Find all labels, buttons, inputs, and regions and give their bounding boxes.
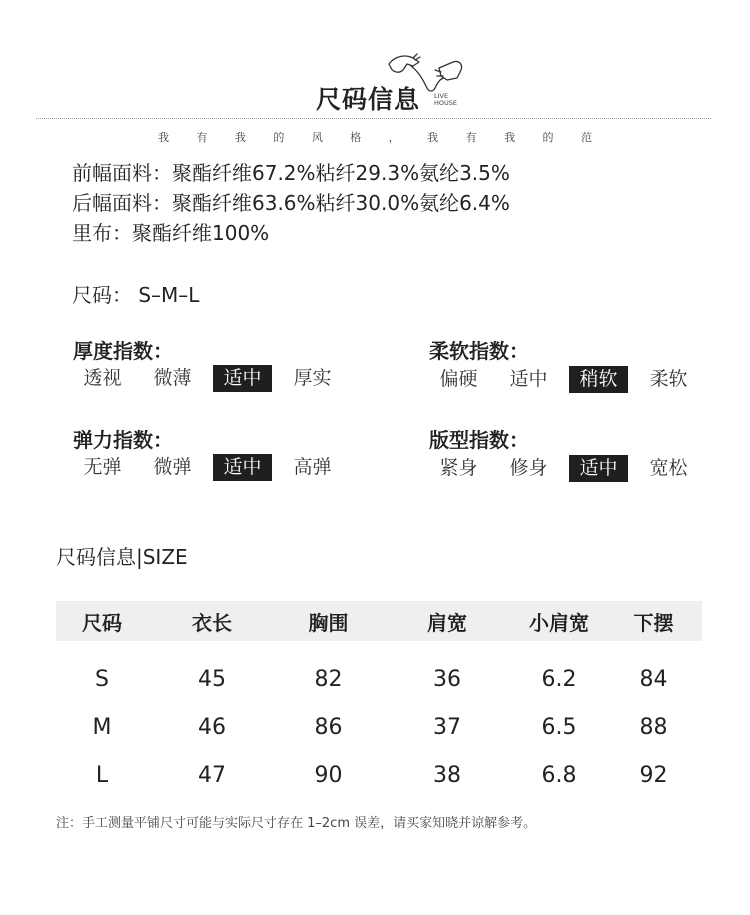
- column-header: 尺码: [56, 601, 148, 641]
- slogan-char: ，: [388, 131, 400, 144]
- column-header: 小肩宽: [513, 601, 605, 641]
- table-cell: 90: [314, 762, 343, 788]
- elasticity-option-selected: 适中: [213, 454, 272, 481]
- fit-option: 紧身: [439, 457, 478, 479]
- front-fabric: 前幅面料：聚酯纤维67.2%粘纤29.3%氨纶3.5%: [72, 161, 510, 185]
- slogan-char: 的: [273, 131, 285, 144]
- table-cell: 36: [433, 666, 461, 692]
- softness-index-options: [429, 366, 709, 393]
- table-cell: L: [95, 762, 109, 788]
- softness-option: 柔软: [649, 368, 688, 390]
- slogan-char: 有: [465, 131, 477, 144]
- column-header: 下摆: [605, 601, 702, 641]
- table-row: [56, 641, 702, 703]
- softness-option: 适中: [509, 368, 548, 390]
- slogan-char: 范: [580, 131, 592, 144]
- measurement-note: 注：手工测量平铺尺寸可能与实际尺寸存在 1–2cm 误差，请买家知晓并谅解参考。: [56, 816, 537, 831]
- elasticity-index-label: 弹力指数：: [73, 428, 173, 452]
- table-cell: 47: [198, 762, 226, 788]
- table-cell: 86: [314, 714, 343, 740]
- table-cell: S: [95, 666, 109, 692]
- table-row: [56, 703, 702, 751]
- size-table-title: 尺码信息|SIZE: [56, 545, 188, 569]
- table-cell: M: [92, 714, 112, 740]
- table-row: [56, 751, 702, 799]
- softness-option-selected: 稍软: [569, 366, 628, 393]
- column-header: 胸围: [276, 601, 381, 641]
- fit-option: 修身: [509, 457, 548, 479]
- page-title: 尺码信息: [316, 85, 421, 114]
- fit-option: 宽松: [649, 457, 688, 479]
- logo-text: [434, 93, 457, 107]
- table-cell: 92: [639, 762, 668, 788]
- slogan-char: 有: [196, 131, 208, 144]
- lining-fabric: 里布：聚酯纤维100%: [72, 221, 270, 245]
- table-cell: 38: [433, 762, 461, 788]
- column-header: 衣长: [148, 601, 276, 641]
- elasticity-option: 无弹: [83, 456, 122, 478]
- elasticity-option: 微弹: [153, 456, 192, 478]
- slogan-char: 格: [350, 131, 362, 144]
- softness-option: 偏硬: [439, 368, 478, 390]
- size-table-header-row: [56, 601, 702, 641]
- table-cell: 88: [639, 714, 668, 740]
- size-range: 尺码： S–M–L: [72, 283, 200, 307]
- thickness-index-options: [73, 365, 353, 392]
- table-cell: 84: [639, 666, 668, 692]
- elasticity-index-options: [73, 454, 353, 481]
- thickness-option: 微薄: [153, 367, 192, 389]
- slogan-char: 风: [311, 131, 323, 144]
- elasticity-option: 高弹: [293, 456, 332, 478]
- slogan: [158, 129, 592, 145]
- table-cell: 82: [314, 666, 343, 692]
- fit-index-options: [429, 455, 709, 482]
- softness-index-label: 柔软指数：: [429, 339, 529, 363]
- table-cell: 6.5: [541, 714, 577, 740]
- column-header: 肩宽: [381, 601, 513, 641]
- table-cell: 37: [433, 714, 461, 740]
- table-cell: 6.2: [541, 666, 577, 692]
- thickness-option: 厚实: [293, 367, 332, 389]
- fit-index-label: 版型指数：: [429, 428, 529, 452]
- slogan-char: 我: [427, 131, 439, 144]
- table-cell: 46: [198, 714, 226, 740]
- thickness-option: 透视: [83, 367, 122, 389]
- materials: [72, 158, 510, 248]
- header-divider: [36, 118, 711, 119]
- logo-text-line1: LIVE: [434, 92, 449, 100]
- fit-option-selected: 适中: [569, 455, 628, 482]
- table-cell: 6.8: [541, 762, 577, 788]
- slogan-char: 我: [504, 131, 516, 144]
- logo-text-line2: HOUSE: [434, 99, 457, 107]
- back-fabric: 后幅面料：聚酯纤维63.6%粘纤30.0%氨纶6.4%: [72, 191, 510, 215]
- slogan-char: 的: [542, 131, 554, 144]
- size-table: [56, 601, 702, 799]
- slogan-char: 我: [158, 131, 169, 144]
- slogan-char: 我: [234, 131, 246, 144]
- table-cell: 45: [198, 666, 226, 692]
- thickness-index-label: 厚度指数：: [73, 339, 173, 363]
- thickness-option-selected: 适中: [213, 365, 272, 392]
